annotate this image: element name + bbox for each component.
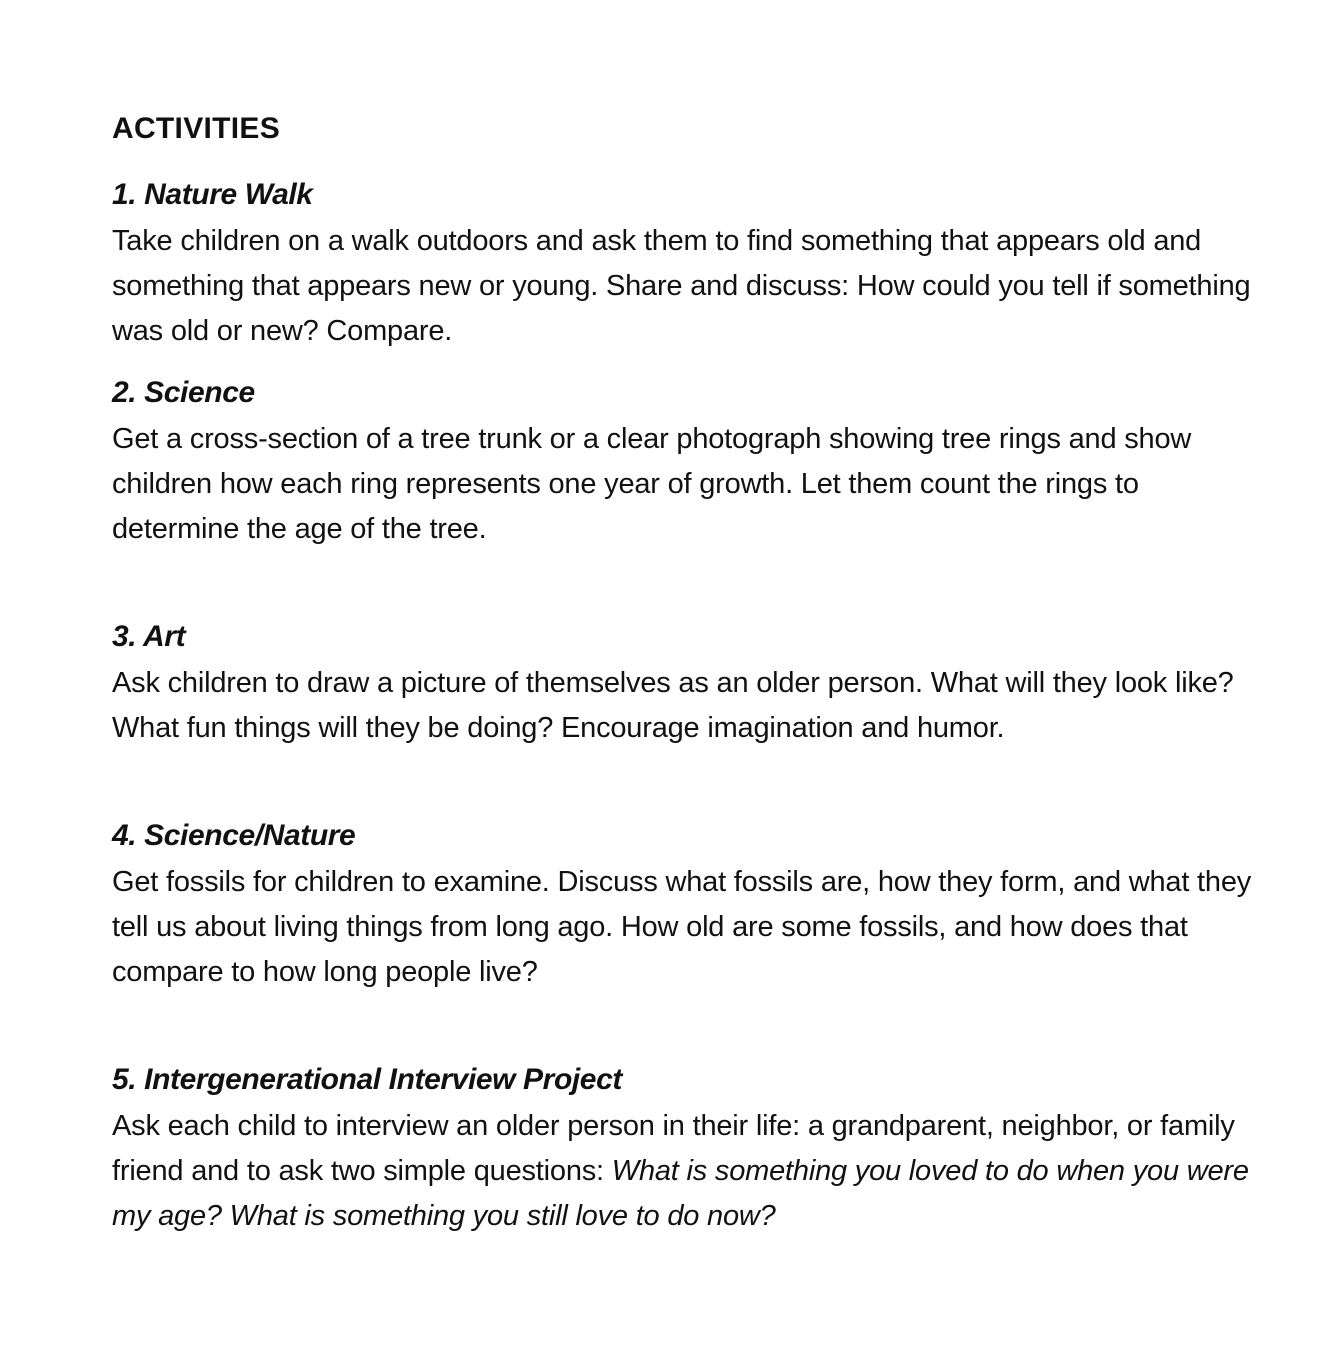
spacer bbox=[112, 354, 1262, 373]
activity-title: 5. Intergenerational Interview Project bbox=[112, 1063, 622, 1096]
activity-description: Take children on a walk outdoors and ask them to find something that appears old and something that appears new or young. Share and discuss: How could you tell if something was old or new? Compare. bbox=[112, 225, 1251, 347]
activity-science-nature bbox=[112, 816, 1262, 995]
activities-page bbox=[112, 110, 1262, 1239]
activity-description-text: Ask each child to interview an older person in their life: a grandparent, neighbor, or family friend and to ask two simple questions: bbox=[112, 1110, 1235, 1187]
activity-title: 1. Nature Walk bbox=[112, 178, 313, 211]
activity-description: Ask children to draw a picture of themselves as an older person. What will they look like? What fun things will they be doing? Encourage imagination and humor. bbox=[112, 667, 1234, 744]
activity-description: Get fossils for children to examine. Discuss what fossils are, how they form, and what they tell us about living things from long ago. How old are some fossils, and how does that compare to how long people live? bbox=[112, 866, 1252, 988]
activity-description: Get a cross-section of a tree trunk or a clear photograph showing tree rings and show children how each ring represents one year of growth. Let them count the rings to determine the age of the tree. bbox=[112, 423, 1192, 545]
activity-title: 3. Art bbox=[112, 620, 186, 653]
activity-description bbox=[112, 1104, 1262, 1239]
activity-nature-walk bbox=[112, 175, 1262, 354]
activity-science bbox=[112, 373, 1262, 552]
page-heading: ACTIVITIES bbox=[112, 112, 281, 145]
activity-title: 4. Science/Nature bbox=[112, 819, 356, 852]
activity-questions-italic: What is something you loved to do when you were my age? What is something you still love to do now? bbox=[112, 1155, 1249, 1232]
spacer bbox=[112, 552, 1262, 617]
activity-art bbox=[112, 617, 1262, 751]
activity-interview-project bbox=[112, 1060, 1262, 1239]
spacer bbox=[112, 995, 1262, 1060]
activity-title: 2. Science bbox=[112, 376, 255, 409]
spacer bbox=[112, 751, 1262, 816]
